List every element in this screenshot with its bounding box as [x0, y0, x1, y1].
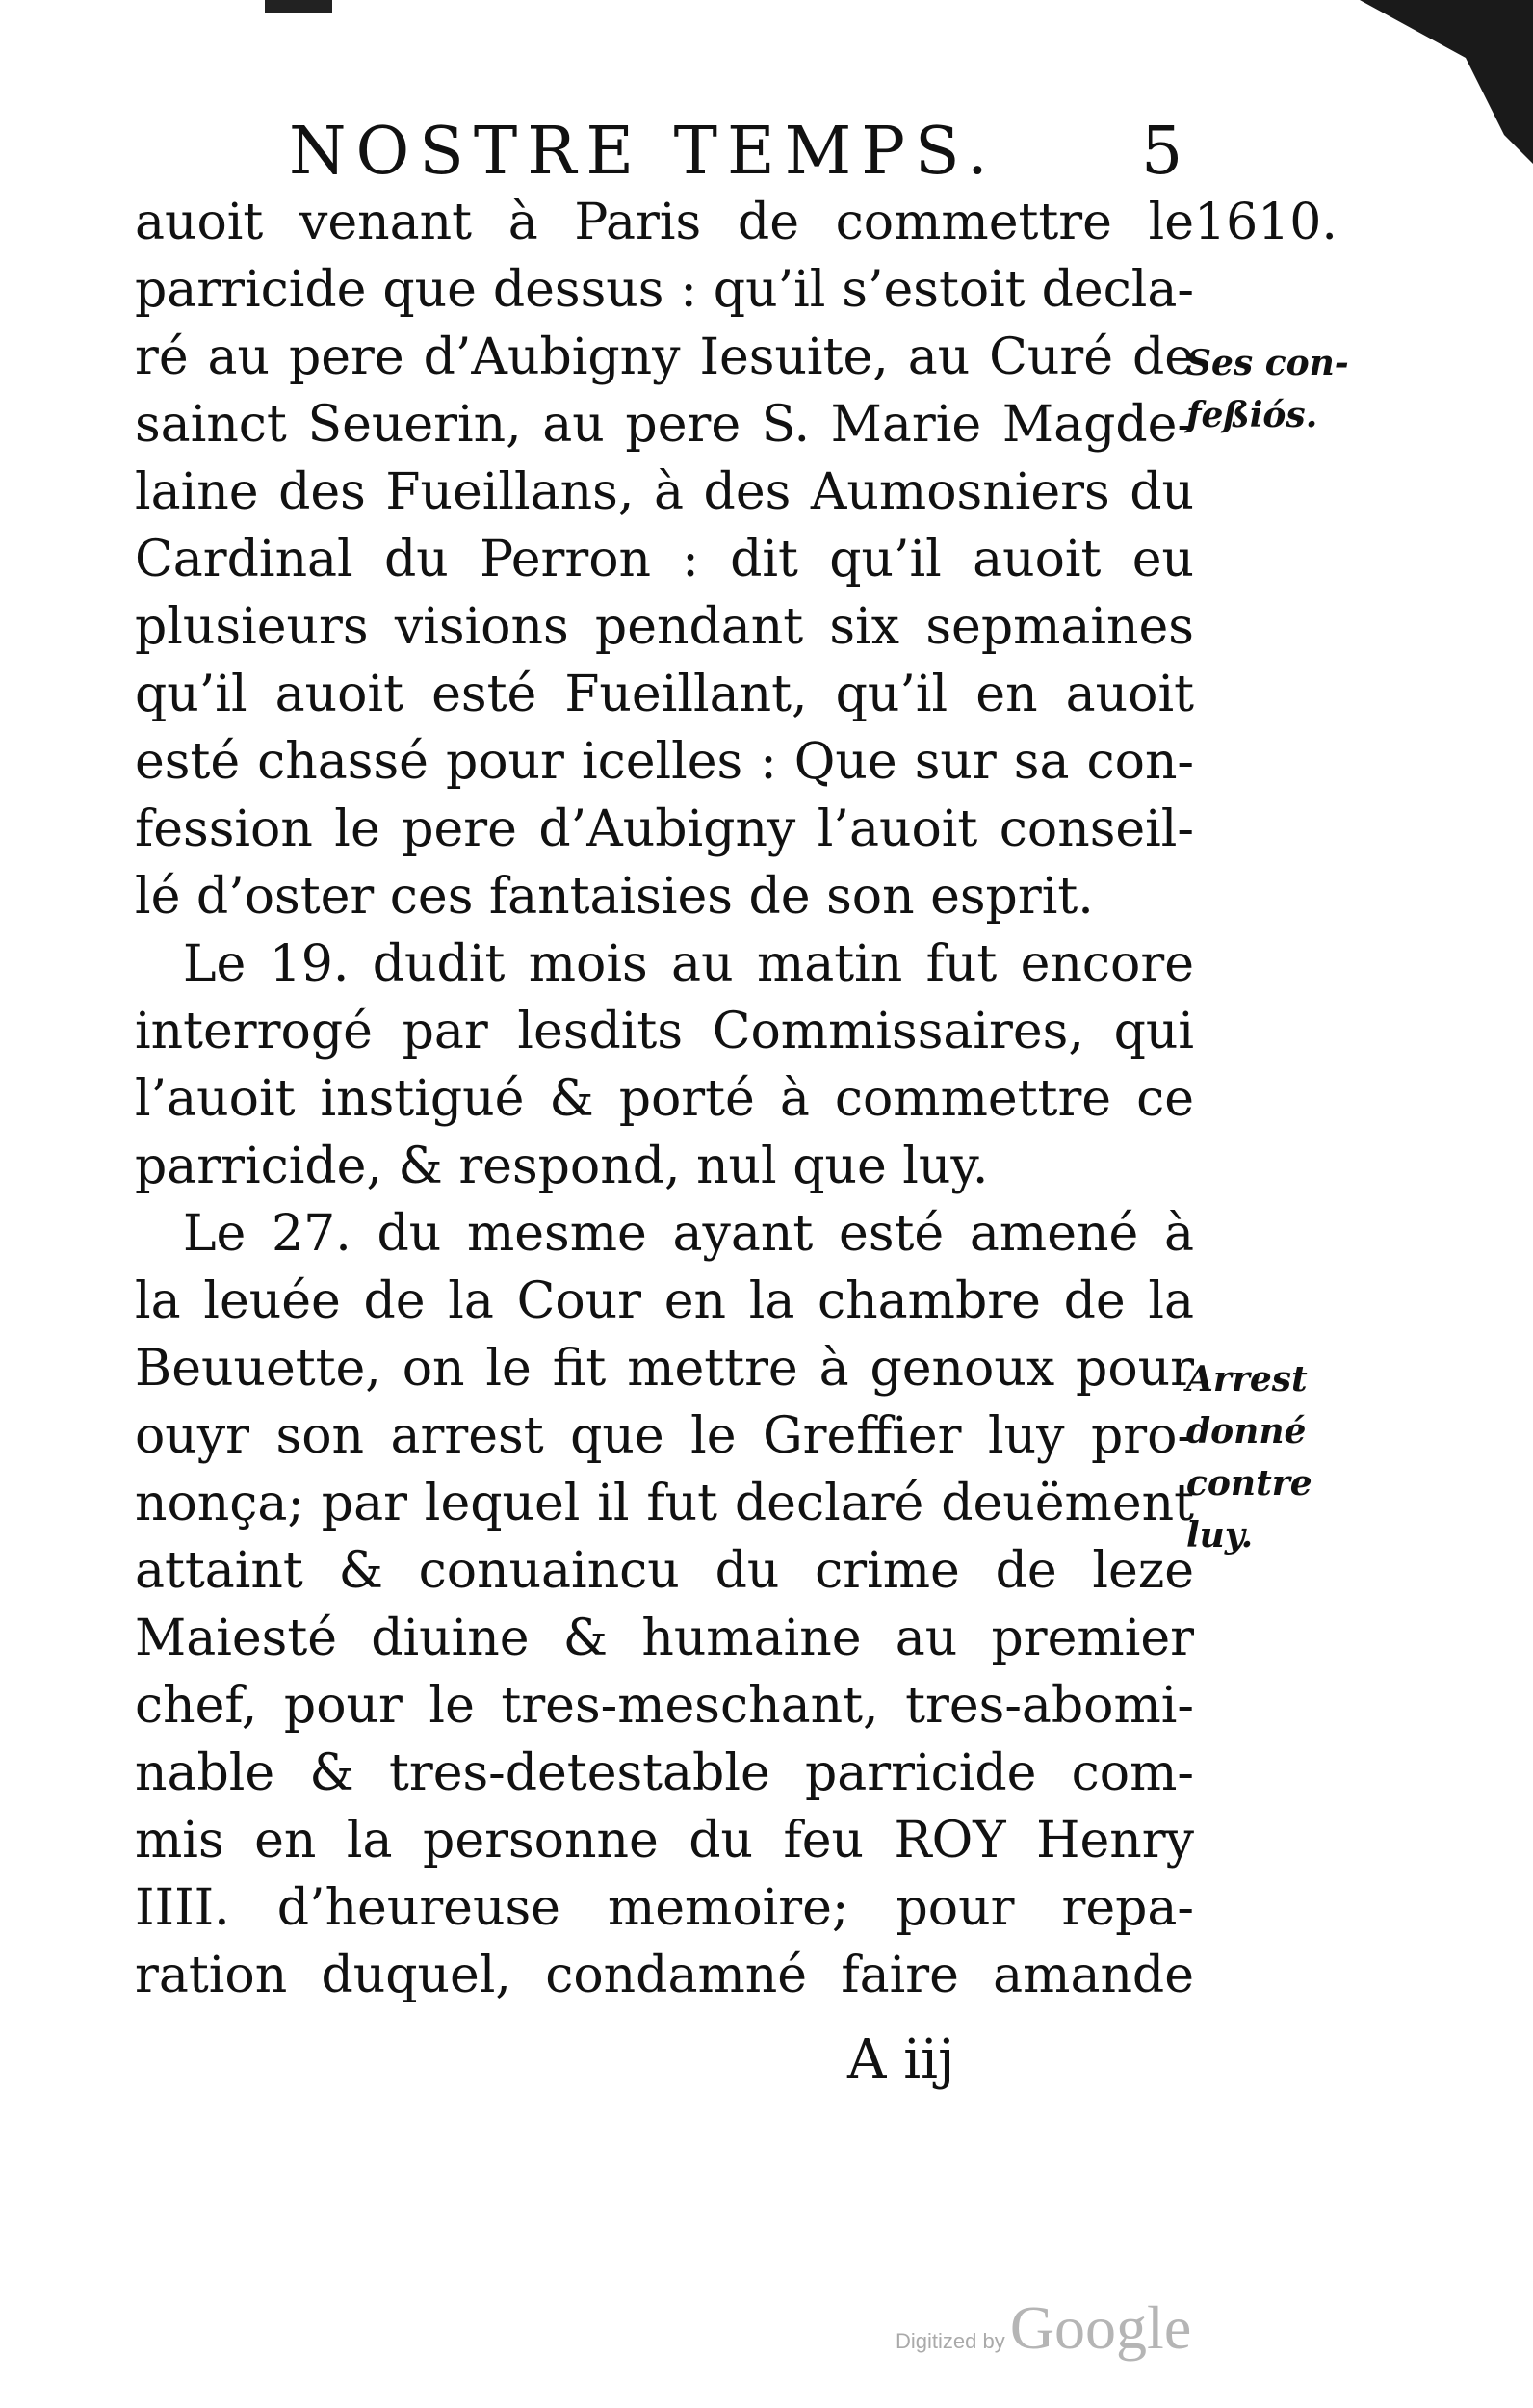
text-line: lé d’oster ces fantaisies de son esprit. — [135, 868, 1094, 926]
text-line: attaint & conuaincu du crime de leze — [135, 1542, 1194, 1600]
text-line: qu’il auoit esté Fueillant, qu’il en auoit — [135, 666, 1194, 723]
running-title: NOSTRE TEMPS. — [289, 114, 998, 190]
text-line: ration duquel, condamné faire amande — [135, 1947, 1194, 2004]
signature-mark: A iij — [847, 2028, 955, 2091]
text-line: parricide que dessus : qu’il s’estoit decla- — [135, 261, 1194, 319]
margin-note-line: donné — [1186, 1411, 1307, 1452]
margin-note-line: feßiós. — [1186, 395, 1318, 435]
page-number: 5 — [1141, 114, 1183, 190]
text-line: laine des Fueillans, à des Aumosniers du — [135, 463, 1194, 521]
digitization-watermark — [896, 2292, 1191, 2364]
margin-note-confessions — [1186, 337, 1349, 441]
page-corner-shadow — [1360, 0, 1533, 164]
margin-note-line: Ses con- — [1186, 343, 1349, 383]
margin-note-arrest — [1186, 1353, 1312, 1561]
text-line: nonça; par lequel il fut declaré deuëment — [135, 1475, 1194, 1532]
watermark-brand: Google — [1009, 2293, 1192, 2362]
text-line: fession le pere d’Aubigny l’auoit conseil- — [135, 800, 1194, 858]
text-line: ré au pere d’Aubigny Iesuite, au Curé de — [135, 328, 1194, 386]
text-line: auoit venant à Paris de commettre le — [135, 194, 1194, 251]
margin-year: 1610. — [1194, 194, 1338, 251]
text-line: Maiesté diuine & humaine au premier — [135, 1610, 1194, 1667]
text-line: sainct Seuerin, au pere S. Marie Magde- — [135, 396, 1194, 454]
text-line: parricide, & respond, nul que luy. — [135, 1138, 989, 1195]
text-line: Cardinal du Perron : dit qu’il auoit eu — [135, 531, 1194, 589]
text-line: esté chassé pour icelles : Que sur sa con- — [135, 733, 1194, 791]
text-line: Le 27. du mesme ayant esté amené à — [183, 1205, 1194, 1263]
text-line: Le 19. dudit mois au matin fut encore — [183, 935, 1194, 993]
text-line: interrogé par lesdits Commissaires, qui — [135, 1003, 1194, 1060]
text-line: plusieurs visions pendant six sepmaines — [135, 598, 1194, 656]
top-ink-mark — [265, 0, 332, 17]
margin-note-line: Arrest — [1186, 1359, 1308, 1400]
text-line: mis en la personne du feu ROY Henry — [135, 1812, 1194, 1870]
watermark-prefix: Digitized by — [896, 2329, 1005, 2353]
text-line: la leuée de la Cour en la chambre de la — [135, 1272, 1194, 1330]
text-line: chef, pour le tres-meschant, tres-abomi- — [135, 1677, 1194, 1735]
text-line: IIII. d’heureuse memoire; pour repa- — [135, 1879, 1194, 1937]
text-line: Beuuette, on le fit mettre à genoux pour — [135, 1340, 1194, 1398]
text-line: nable & tres-detestable parricide com- — [135, 1744, 1194, 1802]
margin-note-line: luy. — [1186, 1515, 1254, 1556]
text-line: ouyr son arrest que le Greffier luy pro- — [135, 1407, 1194, 1465]
text-line: l’auoit instigué & porté à commettre ce — [135, 1070, 1194, 1128]
margin-note-line: contre — [1186, 1463, 1312, 1504]
